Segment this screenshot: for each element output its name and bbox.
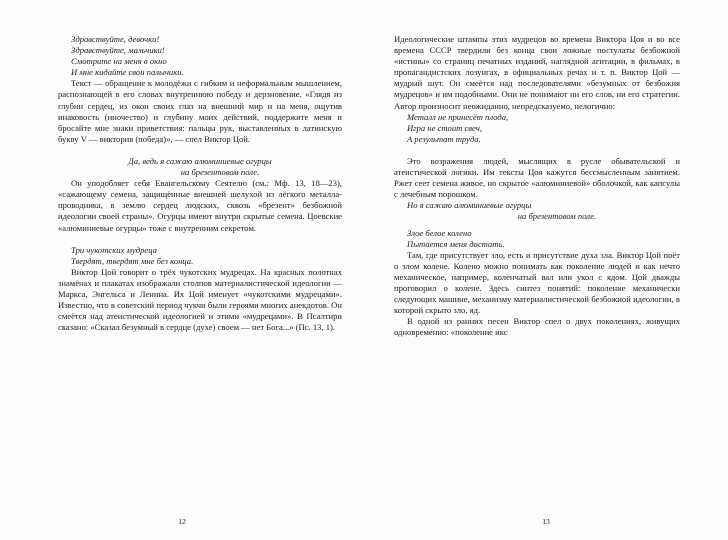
body-paragraph: Виктор Цой говорит о трёх чукотских мудрецах. На красных полотнах знамёнах и плакатах изображали столпов материалистической идеологии — Маркса, Энгельса и Ленина. Их Цой именует «чукотскими мудрецами». Известно, что в советский период чукчи были героями многих анекдотов. Он смеётся над атеистической идеологией и этими «мудрецами». В Псалтири сказано: «Сказал безумный в сердце (духе) своем — нет Бога...» (Пс. 13, 1).: [58, 266, 342, 333]
paragraph-spacer: [58, 145, 342, 156]
verse-line: Но я сажаю алюминиевые огурцы: [407, 200, 532, 211]
verse-line: Здравствуйте, девочки!: [71, 34, 160, 44]
verse-heading-second-line: на брезентовом поле.: [180, 167, 260, 178]
verse-line: Три чукотских мудреца: [71, 244, 157, 255]
verse-line: И мне кидайте свои палычики.: [71, 67, 184, 78]
page-number-left: [0, 517, 400, 526]
body-paragraph: Он уподобляет себя Евангельскому Сеятелю (см.: Мф. 13, 18—23), «сажающему семена, защищённые внешней шелухой из лёгкого металла-проводника, в землю сердец людских, сквозь «брезент» безбожной идеологии своей страны». Огурцы имеют внутри скрытые семена. Цоевские «алюминиевые огурцы» тоже с внутренним секретом.: [58, 178, 342, 233]
verse-line: Смотрите на меня в окно: [71, 56, 167, 67]
paragraph-spacer: [394, 145, 680, 156]
verse-line: Игра не стоит свеч,: [407, 122, 482, 133]
body-paragraph: В одной из ранних песен Виктор спел о двух поколениях, живущих одновременно: «поколение икс: [394, 316, 680, 338]
paragraph-spacer: [58, 234, 342, 245]
verse-line: Пытается меня достать.: [407, 238, 505, 249]
body-paragraph: Текст — обращение к молодёжи с гибким и неформальным мышлением, распознающей в его словах внутреннюю победу и дерзновение. «Глядя из глубин сердец, из окон своих глаз на внешний мир и на меня, ощутив инаковость (иночество) и глубину моих действий, поддержите меня и бросайте мне знаки приветствия: пальцы рук, выставленных в латинскую букву V — виктория (победа)», — спел Виктор Цой.: [58, 78, 342, 144]
verse-line: Злое белое колено: [407, 227, 472, 238]
body-paragraph: Там, где присутствует зло, есть и присутствие духа зла. Виктор Цой поёт о злом колене. Колено можно понимать как поколение людей и как нечто механическое, например, коленчатый вал или укол с ядом. Цой дважды проговорил о колене. Здесь синтез понятий: поколение механически следующих машине, механизму материалистической безбожной идеологии, в которой скрыто зло, яд.: [394, 249, 680, 316]
verse-line: А результат труда.: [407, 133, 481, 144]
verse-line: Твердят, твердят мне без конца.: [71, 255, 194, 266]
body-paragraph: Это возражения людей, мыслящих в русле обывательской и атеистической логики. Им тексты Цоя кажутся бессмысленным занятием. Ржет сеет семена живое, но скрытое «алюминиевой» оболочкой, как капсулы с лечебным порошком.: [394, 155, 680, 200]
verse-line: Здравствуйте, мальчики!: [71, 45, 165, 56]
page-number-left-value: 12: [178, 517, 186, 526]
page-left-column: [58, 34, 342, 333]
body-paragraph: Идеологические штампы этих мудрецов во времена Виктора Цоя и во все времена СССР твердили без конца свои ложные постулаты безбожной «истины» со страниц печатных изданий, наглядной агитации, в фильмах, в пропагандистских лозунгах, в официальных речах и т. п. Виктор Цой — мудрый шут. Он смеётся над последователями «безумных от безбожия мудрецов» и им подобными. Они не понимают ни его слов, ни его стратегии. Автор произносит неожиданно, непредсказуемо, нелогично:: [394, 34, 680, 111]
verse-line: Металл не принесёт плода,: [407, 111, 509, 122]
verse-heading: Да, ведь я сажаю алюминиевые огурцы: [128, 155, 272, 166]
page-number-right-value: 13: [542, 517, 550, 526]
verse-line: на брезентовом поле.: [517, 211, 597, 222]
page-right: [364, 0, 728, 540]
page-number-right: [364, 517, 728, 526]
page-right-column: [394, 34, 680, 338]
